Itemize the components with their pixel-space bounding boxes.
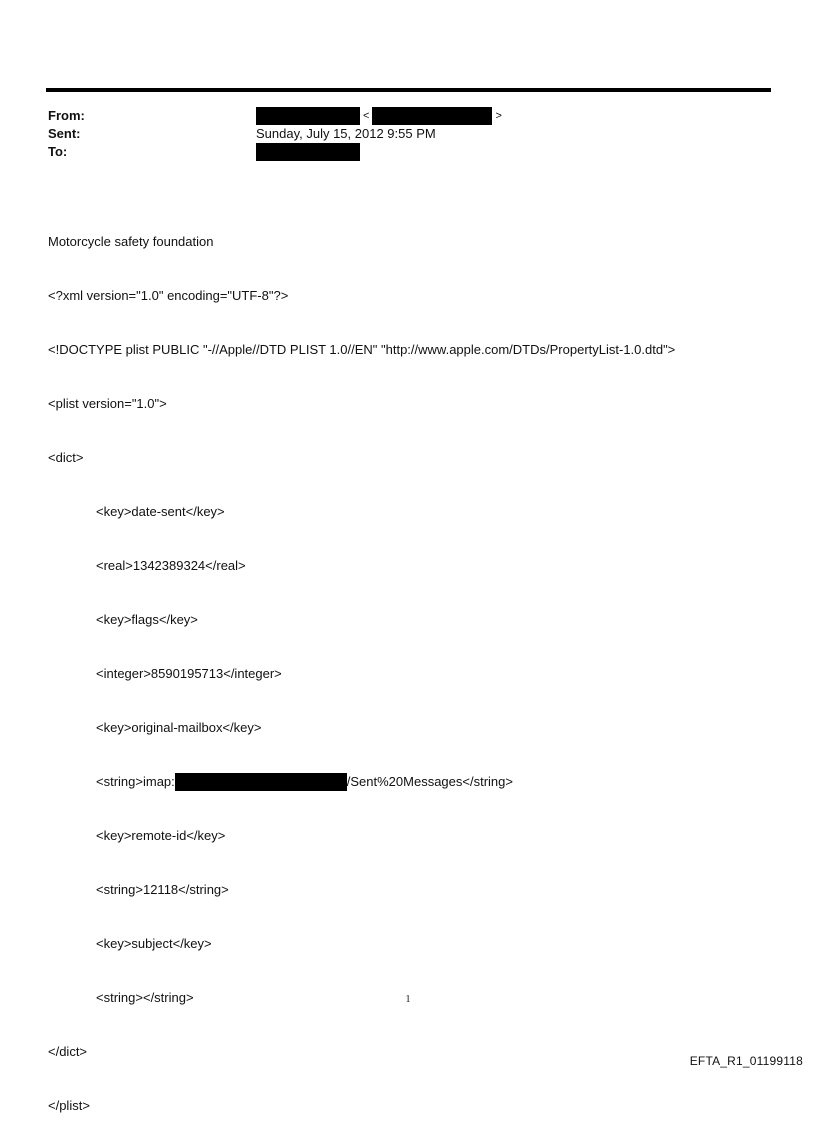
body-line: <real>1342389324</real>	[96, 558, 246, 573]
body-line: </plist>	[48, 1098, 90, 1113]
body-line: <string>12118</string>	[96, 882, 229, 897]
body-line: <key>original-mailbox</key>	[96, 720, 262, 735]
from-open-bracket: <	[363, 110, 370, 122]
header-rule	[46, 88, 771, 92]
to-label: To:	[48, 144, 68, 159]
from-email-redaction	[372, 107, 492, 125]
body-line: <integer>8590195713</integer>	[96, 666, 282, 681]
from-value	[256, 107, 505, 125]
body-line: <key>remote-id</key>	[96, 828, 226, 843]
body-line: </dict>	[48, 1044, 88, 1059]
body-line: <key>subject</key>	[96, 936, 212, 951]
sent-value: Sunday, July 15, 2012 9:55 PM	[256, 126, 436, 141]
imap-suffix: /Sent%20Messages</string>	[346, 774, 513, 789]
body-line: <plist version="1.0">	[48, 396, 167, 411]
document-id: EFTA_R1_01199118	[689, 1054, 803, 1068]
from-name-redaction	[256, 107, 360, 125]
body-line: <?xml version="1.0" encoding="UTF-8"?>	[48, 288, 289, 303]
imap-prefix: <string>imap:	[96, 774, 175, 789]
imap-redaction	[175, 773, 347, 791]
from-close-bracket: >	[495, 110, 502, 122]
body-line: Motorcycle safety foundation	[48, 234, 214, 249]
from-label: From:	[48, 108, 85, 123]
message-body	[48, 197, 675, 1133]
body-line: <key>flags</key>	[96, 612, 198, 627]
to-value	[256, 143, 360, 161]
body-line: <key>date-sent</key>	[96, 504, 225, 519]
body-line-imap	[48, 773, 675, 791]
body-line: <dict>	[48, 450, 84, 465]
sent-label: Sent:	[48, 126, 81, 141]
body-line: <string></string>	[96, 990, 194, 1005]
page-number: 1	[405, 994, 411, 1005]
body-line: <!DOCTYPE plist PUBLIC "-//Apple//DTD PLIST 1.0//EN" "http://www.apple.com/DTDs/PropertyList-1.0.dtd">	[48, 342, 676, 357]
to-redaction	[256, 143, 360, 161]
